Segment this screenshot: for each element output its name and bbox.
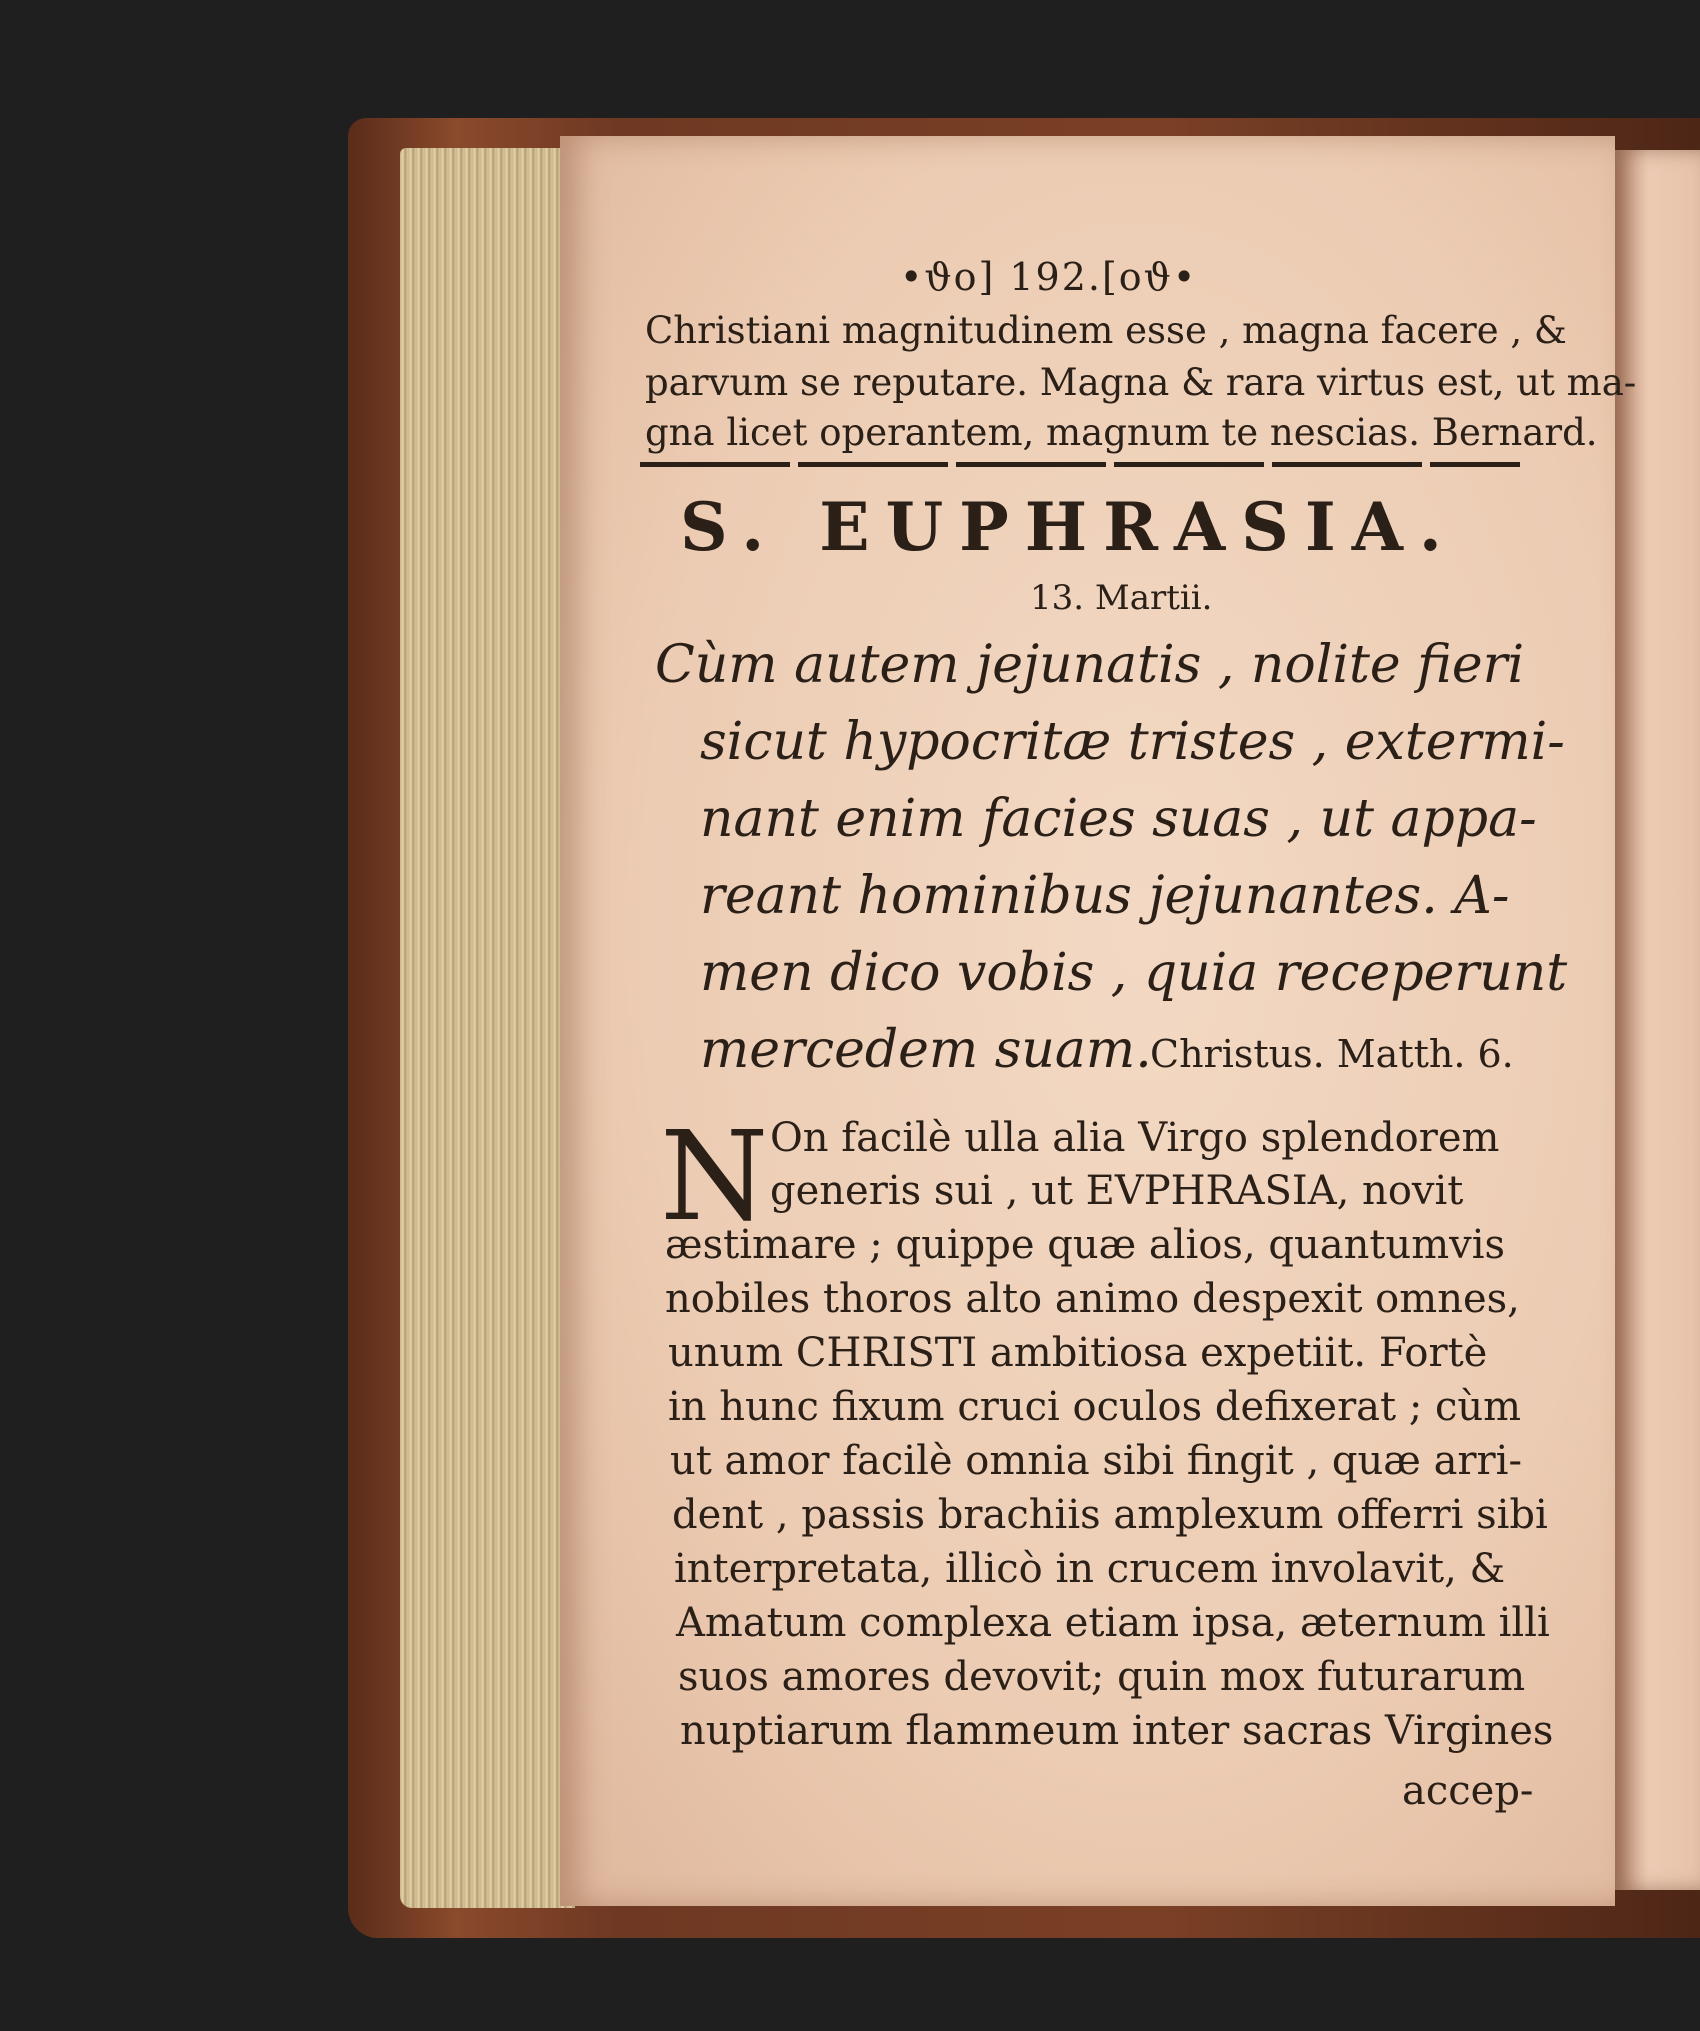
quote-line-6: mercedem suam. <box>700 1020 1152 1080</box>
body-line-5: unum CHRISTI ambitiosa expetiit. Fortè <box>668 1330 1488 1376</box>
quote-source: Christus. Matth. 6. <box>1150 1032 1514 1076</box>
section-rule <box>640 462 1520 467</box>
drop-cap: N <box>660 1105 769 1249</box>
quote-line-3: nant enim facies suas , ut appa- <box>700 789 1537 849</box>
catchword: accep- <box>1402 1768 1534 1814</box>
body-line-9: interpretata, illicò in crucem involavit, & <box>674 1546 1506 1592</box>
page-edges <box>400 148 575 1908</box>
body-line-1: On facilè ulla alia Virgo splendorem <box>770 1115 1500 1161</box>
quote-line-2: sicut hypocritæ tristes , extermi- <box>700 712 1565 772</box>
body-line-3: æstimare ; quippe quæ alios, quantumvis <box>665 1222 1506 1268</box>
section-title: S. EUPHRASIA. <box>680 488 1458 566</box>
body-line-8: dent , passis brachiis amplexum offerri sibi <box>672 1492 1548 1538</box>
feast-date: 13. Martii. <box>1030 578 1213 618</box>
facing-page-edge <box>1615 150 1700 1890</box>
quote-line-5: men dico vobis , quia receperunt <box>700 943 1568 1003</box>
intro-line-1: Christiani magnitudinem esse , magna facere , & <box>645 309 1567 352</box>
quote-line-1: Cùm autem jejunatis , nolite fieri <box>655 635 1525 695</box>
body-line-7: ut amor facilè omnia sibi fingit , quæ arri- <box>670 1438 1522 1484</box>
body-line-12: nuptiarum flammeum inter sacras Virgines <box>680 1708 1554 1754</box>
quote-line-4: reant hominibus jejunantes. A- <box>700 866 1510 926</box>
body-line-6: in hunc fixum cruci oculos defixerat ; cùm <box>668 1384 1522 1430</box>
body-line-10: Amatum complexa etiam ipsa, æternum illi <box>676 1600 1550 1646</box>
body-line-2: generis sui , ut EVPHRASIA, novit <box>770 1168 1464 1214</box>
intro-line-2: parvum se reputare. Magna & rara virtus est, ut ma- <box>645 361 1637 404</box>
body-line-11: suos amores devovit; quin mox futurarum <box>678 1654 1526 1700</box>
body-line-4: nobiles thoros alto animo despexit omnes, <box>665 1276 1520 1322</box>
intro-line-3: gna licet operantem, magnum te nescias. Bernard. <box>645 411 1598 454</box>
running-head: •ϑo] 192.[oϑ• <box>900 255 1198 299</box>
